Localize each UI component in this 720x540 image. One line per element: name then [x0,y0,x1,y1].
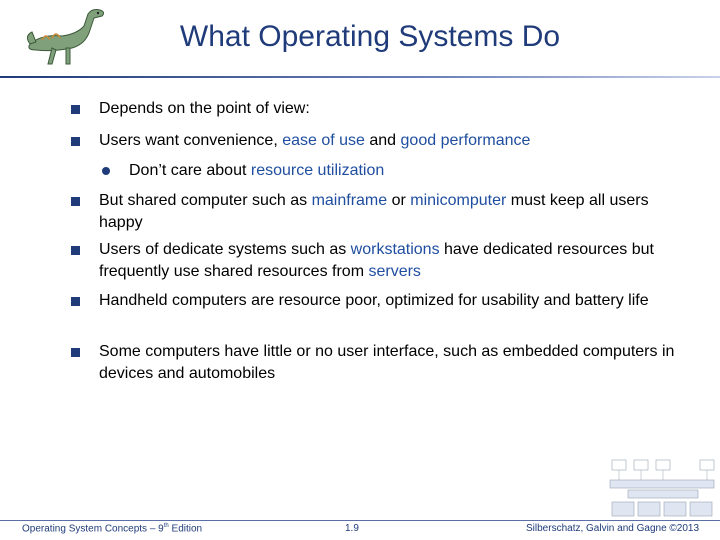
square-bullet-icon [71,137,80,146]
footer-book-title: Operating System Concepts – 9th Edition [22,523,203,535]
square-bullet-icon [71,197,80,206]
footer-divider [0,520,720,521]
square-bullet-icon [71,246,80,255]
highlighted-term: resource utilization [250,162,385,179]
circle-bullet-icon [102,167,110,175]
bullet-item [70,239,690,283]
square-bullet-icon [71,105,80,114]
square-bullet-icon [71,348,80,357]
bullet-text: Some computers have little or no user interface, such as embedded computers in devices and automobiles [99,343,675,382]
bullet-text: Handheld computers are resource poor, optimized for usability and battery life [99,292,649,309]
footer-page-number: 1.9 [345,523,359,534]
bullet-text: Depends on the point of view: [99,100,310,117]
bullet-item [70,341,690,385]
bullet-text: But shared computer such as [99,192,312,209]
bullet-text: Users want convenience, [99,132,283,149]
sub-bullet-item [70,160,690,182]
highlighted-term: minicomputer [410,192,507,209]
bullet-item [70,290,690,312]
bullet-item [70,130,690,152]
bullet-item [70,98,690,120]
square-bullet-icon [71,297,80,306]
highlighted-term: servers [368,263,421,280]
bullet-text: or [387,192,411,209]
dinosaur-logo-icon [22,4,114,70]
bullet-item [70,190,690,234]
bullet-text: and [364,132,401,149]
os-structure-diagram-thumbnail [608,458,716,520]
highlighted-term: workstations [350,241,440,258]
highlighted-term: ease of use [282,132,365,149]
highlighted-term: mainframe [311,192,388,209]
title-divider [0,76,720,78]
bullet-text: Users of dedicate systems such as [99,241,351,258]
bullet-text: must keep all users happy [99,192,649,231]
bullet-text: have dedicated resources but frequently use shared resources from [99,241,654,280]
slide-title: What Operating Systems Do [179,20,561,53]
bullet-text: Don’t care about [129,162,251,179]
footer-copyright: Silberschatz, Galvin and Gagne ©2013 [526,523,700,534]
highlighted-term: good performance [400,132,531,149]
